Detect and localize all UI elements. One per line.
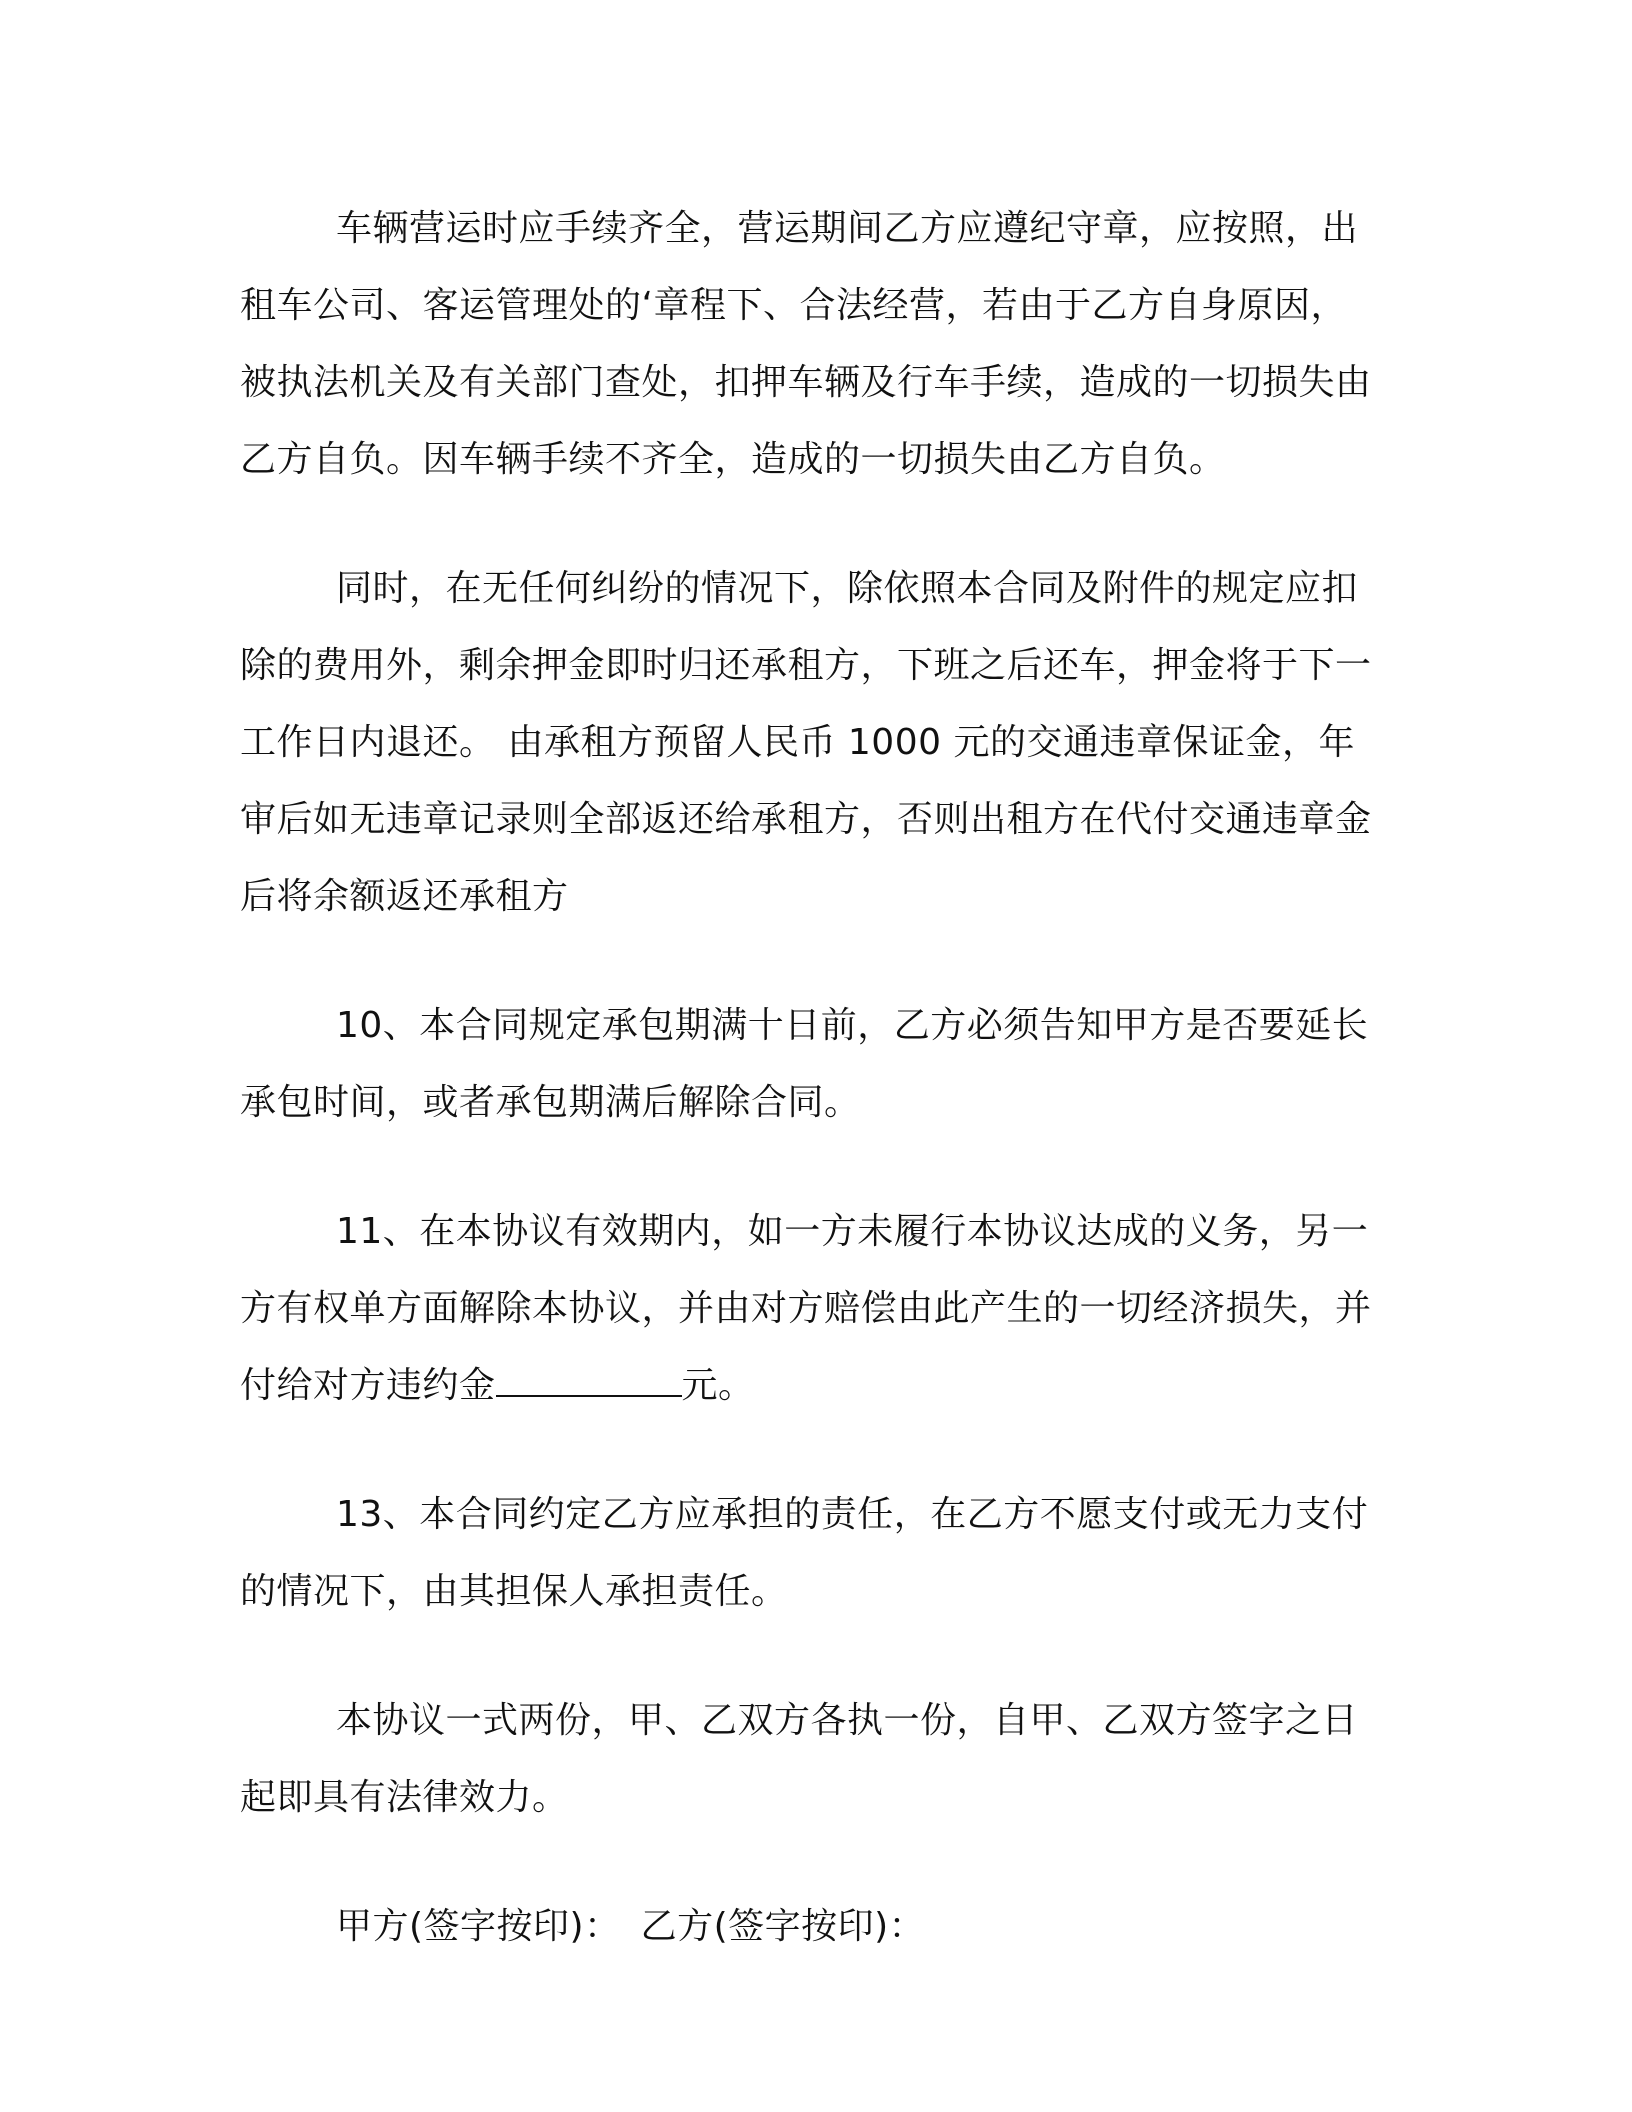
- clause-11-text: 11、在本协议有效期内，如一方未履行本协议达成的义务，另一方有权单方面解除本协议，并由对方赔偿由此产生的一切经济损失，并付给对方违约金: [240, 1211, 1372, 1406]
- paragraph-deposit: 同时，在无任何纠纷的情况下，除依照本合同及附件的规定应扣除的费用外，剩余押金即时归还承租方，下班之后还车，押金将于下一工作日内退还。 由承租方预留人民币 1000 元的交通违章保证金，年审后如无违章记录则全部返还给承租方，否则出租方在代付交通违章金后将余额返还承租方: [240, 568, 1372, 917]
- party-a-signature-label: 甲方(签字按印)：: [336, 1906, 621, 1947]
- signature-line: [240, 1888, 1380, 1965]
- party-b-signature-label: 乙方(签字按印)：: [640, 1906, 926, 1947]
- paragraph-vehicle-operation: 车辆营运时应手续齐全，营运期间乙方应遵纪守章，应按照，出租车公司、客运管理处的‘章程下、合法经营，若由于乙方自身原因，被执法机关及有关部门查处，扣押车辆及行车手续，造成的一切损失由乙方自负。因车辆手续不齐全，造成的一切损失由乙方自负。: [240, 208, 1372, 480]
- paragraph-clause-11: [240, 1193, 1380, 1424]
- paragraph-clause-10: 10、本合同规定承包期满十日前，乙方必须告知甲方是否要延长承包时间，或者承包期满后解除合同。: [240, 1005, 1369, 1123]
- paragraph-clause-13: 13、本合同约定乙方应承担的责任，在乙方不愿支付或无力支付的情况下，由其担保人承担责任。: [240, 1494, 1369, 1612]
- paragraph-validity: 本协议一式两份，甲、乙双方各执一份，自甲、乙双方签字之日起即具有法律效力。: [240, 1700, 1359, 1818]
- document-body: [240, 190, 1380, 1965]
- clause-11-unit: 元。: [681, 1365, 755, 1406]
- penalty-amount-blank: [496, 1365, 682, 1397]
